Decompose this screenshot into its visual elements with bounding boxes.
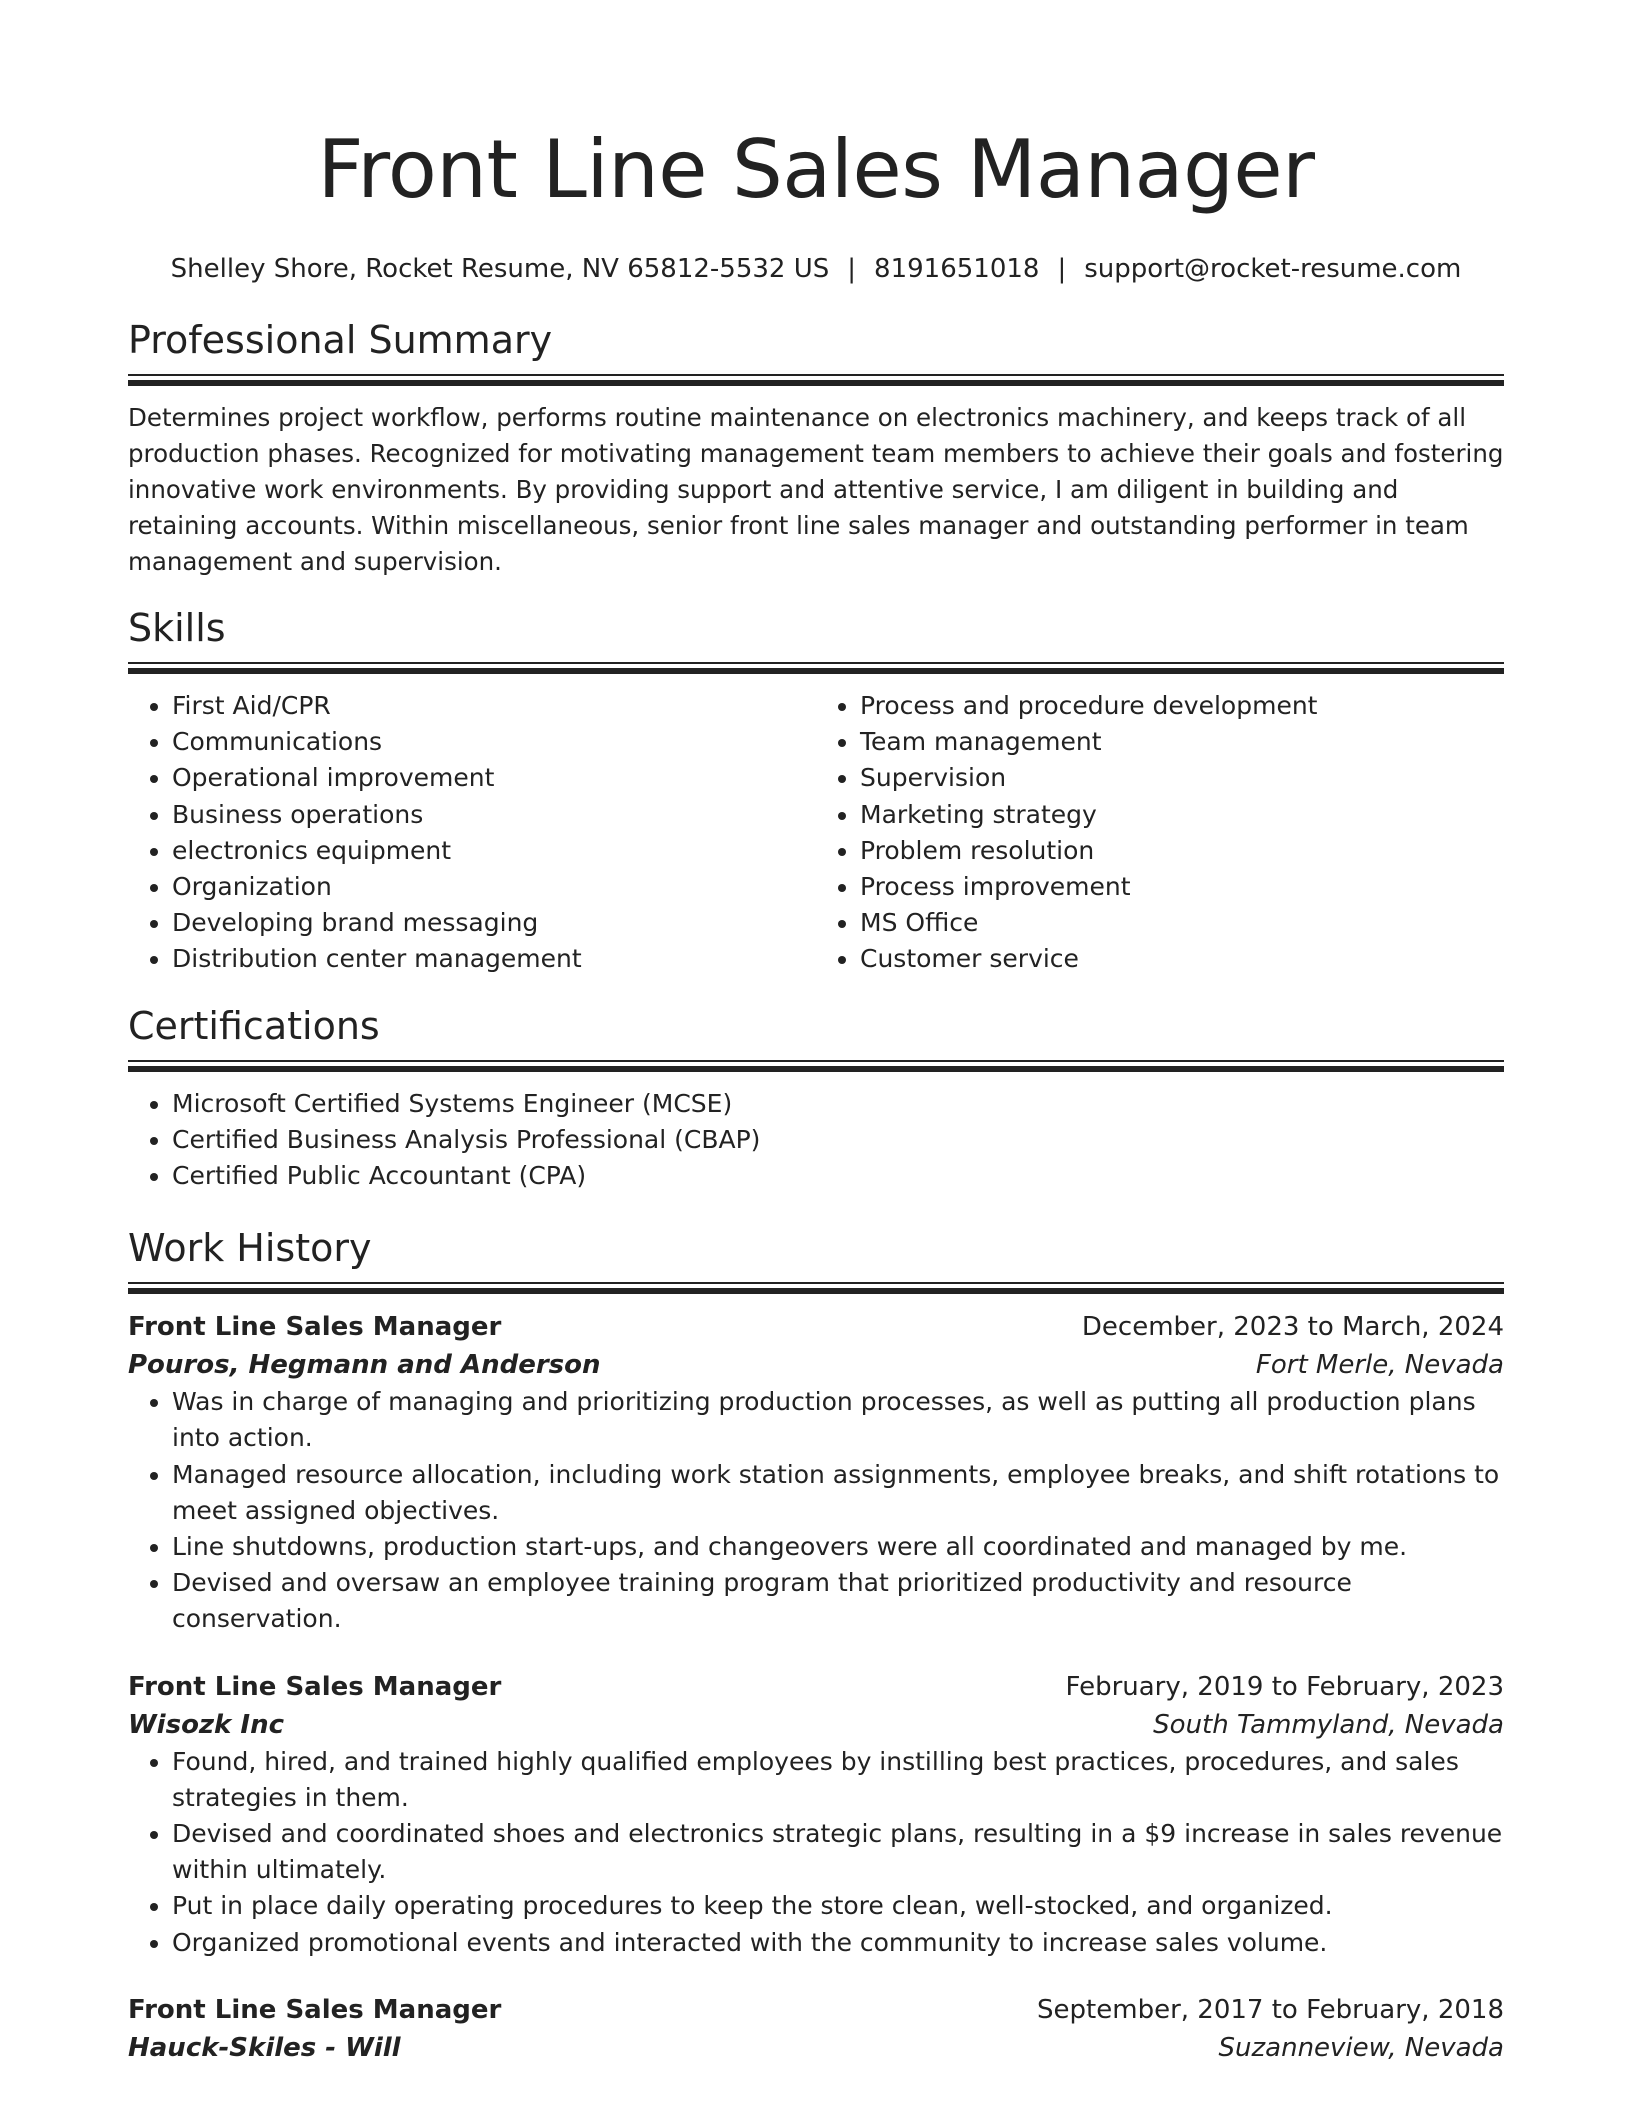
job-company: Pouros, Hegmann and Anderson: [128, 1350, 601, 1381]
section-heading-summary: Professional Summary: [128, 318, 553, 362]
job-company: Wisozk Inc: [128, 1709, 284, 1740]
skill-item: • MS Office: [860, 905, 1504, 941]
job-bullet: • Managed resource allocation, including work station assignments, employee breaks, and shift rotations to meet assigned objectives.: [172, 1457, 1504, 1529]
section-heading-certifications: Certifications: [128, 1003, 380, 1048]
skill-item: • Operational improvement: [172, 760, 816, 796]
skill-item: • Process improvement: [860, 869, 1504, 905]
contact-address: Shelley Shore, Rocket Resume, NV 65812-5532 US: [170, 254, 830, 284]
job-dates: September, 2017 to February, 2018: [1037, 1994, 1504, 2025]
skill-item: • Team management: [860, 724, 1504, 760]
contact-separator: |: [1057, 254, 1067, 284]
contact-phone: 8191651018: [874, 254, 1040, 284]
contact-line: [128, 252, 1504, 286]
skills-column-left: [128, 688, 816, 978]
section-rule: [128, 1282, 1504, 1294]
skill-item: • Customer service: [860, 941, 1504, 977]
summary-section: [128, 316, 1504, 580]
section-heading-work-history: Work History: [128, 1226, 372, 1271]
job-bullet: • Was in charge of managing and prioritizing production processes, as well as putting all production plans into action.: [172, 1384, 1504, 1456]
skill-item: • Process and procedure development: [860, 688, 1504, 724]
skill-item: • Business operations: [172, 797, 816, 833]
skills-column-right: [816, 688, 1504, 978]
job-location: Fort Merle, Nevada: [1255, 1350, 1504, 1381]
job-subheader: [128, 2029, 1504, 2067]
skill-item: • electronics equipment: [172, 833, 816, 869]
section-heading-skills: Skills: [128, 606, 226, 650]
section-rule: [128, 1060, 1504, 1072]
job-dates: December, 2023 to March, 2024: [1081, 1312, 1504, 1343]
resume-title: Front Line Sales Manager: [317, 123, 1315, 216]
section-rule: [128, 662, 1504, 674]
skill-item: • Organization: [172, 869, 816, 905]
job-bullet: • Line shutdowns, production start-ups, and changeovers were all coordinated and managed by me.: [172, 1529, 1504, 1565]
certification-item: • Certified Public Accountant (CPA): [172, 1158, 1504, 1194]
job-bullet: • Devised and oversaw an employee training program that prioritized productivity and resource conservation.: [172, 1565, 1504, 1637]
certifications-list: [128, 1086, 1504, 1195]
contact-email: support@rocket-resume.com: [1084, 254, 1462, 284]
job-title: Front Line Sales Manager: [128, 1671, 502, 1702]
certification-item: • Microsoft Certified Systems Engineer (MCSE): [172, 1086, 1504, 1122]
skills-columns: [128, 688, 1504, 978]
job-location: South Tammyland, Nevada: [1153, 1709, 1504, 1740]
job-subheader: [128, 1346, 1504, 1384]
skill-item: • Supervision: [860, 760, 1504, 796]
job-bullets: [128, 1744, 1504, 1961]
job-entry: [128, 1668, 1504, 1961]
job-title: Front Line Sales Manager: [128, 1994, 502, 2025]
job-bullet: • Put in place daily operating procedures to keep the store clean, well-stocked, and organized.: [172, 1888, 1504, 1924]
job-title: Front Line Sales Manager: [128, 1312, 502, 1343]
skill-item: • Problem resolution: [860, 833, 1504, 869]
skills-section: [128, 604, 1504, 978]
job-header: [128, 1308, 1504, 1346]
section-rule: [128, 374, 1504, 386]
contact-separator: |: [847, 254, 857, 284]
job-header: [128, 1668, 1504, 1706]
work-history-section: [128, 1224, 1504, 2067]
job-bullet: • Organized promotional events and interacted with the community to increase sales volume.: [172, 1925, 1504, 1961]
job-bullets: [128, 1384, 1504, 1637]
summary-text: Determines project workflow, performs routine maintenance on electronics machinery, and keeps track of all production phases. Recognized for motivating management team members to achieve their goals and fostering innovative work environments. By providing support and attentive service, I am diligent in building and retaining accounts. Within miscellaneous, senior front line sales manager and outstanding performer in team management and supervision.: [128, 403, 1504, 576]
job-subheader: [128, 1706, 1504, 1744]
job-bullet: • Devised and coordinated shoes and electronics strategic plans, resulting in a $9 increase in sales revenue within ultimately.: [172, 1816, 1504, 1888]
job-entry: [128, 1991, 1504, 2067]
job-bullet: • Found, hired, and trained highly qualified employees by instilling best practices, procedures, and sales strategies in them.: [172, 1744, 1504, 1816]
skill-item: • Communications: [172, 724, 816, 760]
job-entry: [128, 1308, 1504, 1637]
job-company: Hauck-Skiles - Will: [128, 2032, 401, 2063]
skill-item: • First Aid/CPR: [172, 688, 816, 724]
certification-item: • Certified Business Analysis Professional (CBAP): [172, 1122, 1504, 1158]
job-location: Suzanneview, Nevada: [1218, 2032, 1504, 2063]
job-dates: February, 2019 to February, 2023: [1065, 1671, 1504, 1702]
job-header: [128, 1991, 1504, 2029]
skill-item: • Developing brand messaging: [172, 905, 816, 941]
skill-item: • Distribution center management: [172, 941, 816, 977]
certifications-section: [128, 1002, 1504, 1195]
skill-item: • Marketing strategy: [860, 797, 1504, 833]
